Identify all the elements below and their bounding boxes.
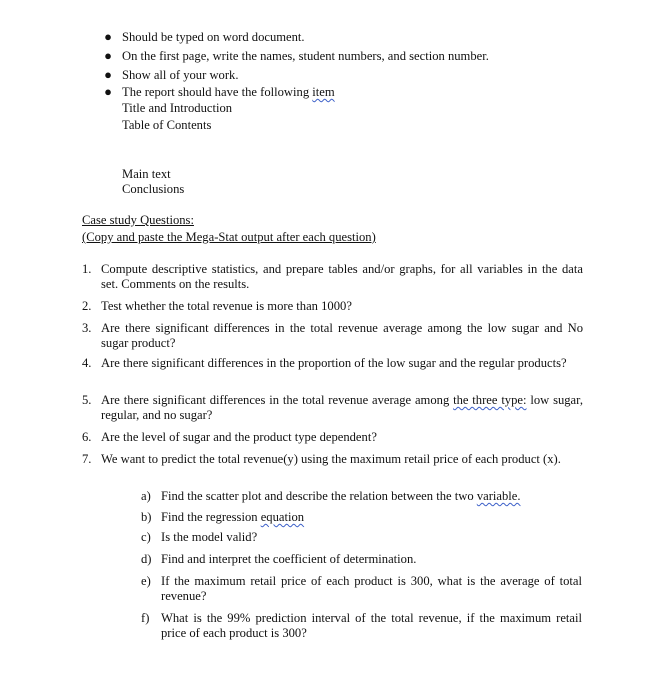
sub-question-text: If the maximum retail price of each product is 300, what is the average of total revenue?: [161, 574, 582, 603]
sub-question-text: What is the 99% prediction interval of the total revenue, if the maximum retail price of each product is 300?: [161, 611, 582, 640]
bullet-icon: ●: [104, 84, 112, 99]
question-text: Compute descriptive statistics, and prepare tables and/or graphs, for all variables in the data set. Comments on the results.: [101, 262, 583, 291]
sub-question-text: Is the model valid?: [161, 530, 258, 544]
bullet-icon: ●: [104, 29, 112, 44]
question-number: 7.: [82, 452, 92, 466]
proofing-flagged-word[interactable]: variable.: [476, 489, 521, 503]
question-number: 3.: [82, 321, 92, 335]
question-text: Are there significant differences in the total revenue average among the low sugar and No sugar product?: [101, 321, 583, 350]
question-text: We want to predict the total revenue(y) using the maximum retail price of each product (x).: [101, 452, 561, 466]
case-study-heading: Case study Questions:: [82, 213, 194, 227]
question-number: 1.: [82, 262, 92, 276]
report-section-item: Table of Contents: [122, 118, 212, 132]
case-study-note: (Copy and paste the Mega-Stat output after each question): [82, 230, 376, 244]
question-number: 5.: [82, 393, 92, 407]
sub-question-label: f): [141, 611, 150, 625]
question-number: 4.: [82, 356, 92, 370]
requirement-text: Should be typed on word document.: [122, 30, 305, 44]
sub-question-label: b): [141, 510, 152, 524]
question-text: Are the level of sugar and the product type dependent?: [101, 430, 377, 444]
question-text: Are there significant differences in the proportion of the low sugar and the regular products?: [101, 356, 567, 370]
proofing-flagged-word[interactable]: item: [312, 85, 335, 99]
sub-question-text: Find the regression equation: [161, 510, 305, 524]
report-section-item: Title and Introduction: [122, 101, 233, 115]
requirement-text: Show all of your work.: [122, 68, 239, 82]
report-section-item: Main text: [122, 167, 171, 181]
sub-question-label: e): [141, 574, 151, 588]
sub-question-text: Find and interpret the coefficient of determination.: [161, 552, 417, 566]
sub-question-text: Find the scatter plot and describe the relation between the two variable.: [161, 489, 521, 503]
question-text: Test whether the total revenue is more than 1000?: [101, 299, 352, 313]
question-text: Are there significant differences in the total revenue average among the three type: low sugar, regular, and no sugar?: [101, 393, 583, 422]
question-number: 2.: [82, 299, 92, 313]
proofing-flagged-phrase[interactable]: the three type:: [453, 393, 527, 407]
report-section-item: Conclusions: [122, 182, 185, 196]
requirement-text: On the first page, write the names, student numbers, and section number.: [122, 49, 489, 63]
question-number: 6.: [82, 430, 92, 444]
bullet-icon: ●: [104, 48, 112, 63]
sub-question-label: d): [141, 552, 152, 566]
sub-question-label: a): [141, 489, 151, 503]
bullet-icon: ●: [104, 67, 112, 82]
sub-question-label: c): [141, 530, 151, 544]
requirement-text: The report should have the following item: [122, 85, 335, 99]
proofing-flagged-word[interactable]: equation: [260, 510, 305, 524]
